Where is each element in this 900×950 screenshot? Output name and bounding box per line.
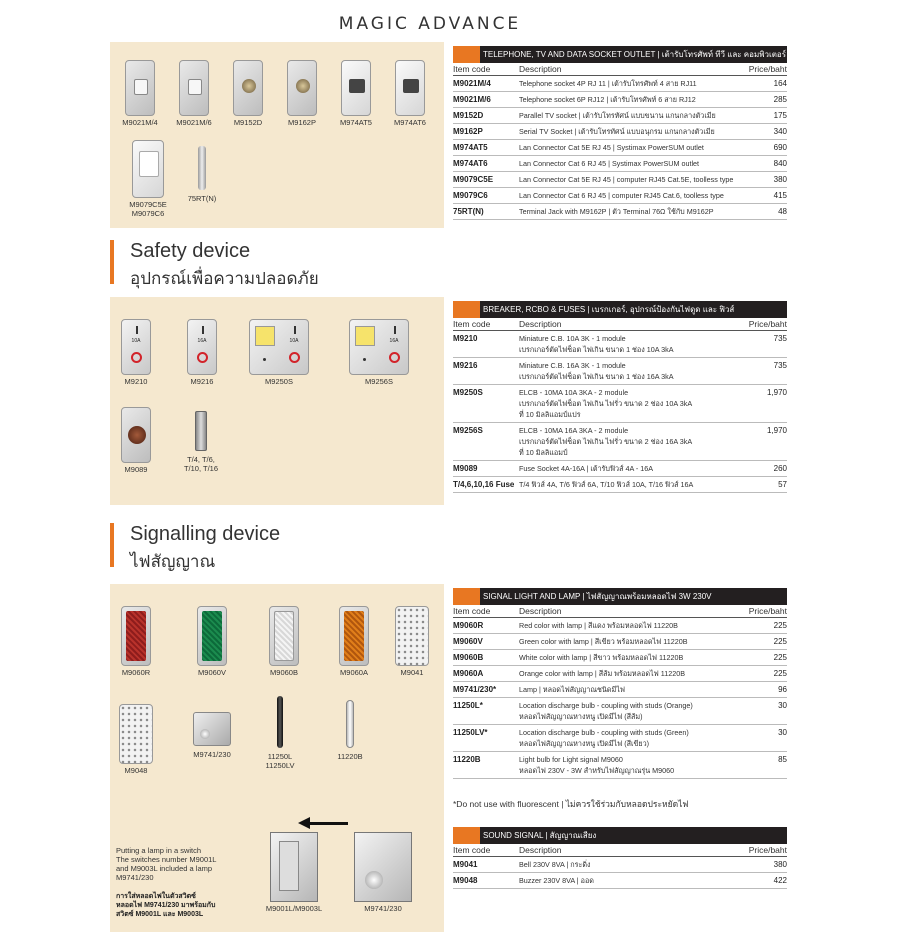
item-description: Miniature C.B. 16A 3K - 1 module เบรกเกอร์ตัดไฟช็อต ไฟเกิน ขนาด 1 ช่อง 16A 3kA <box>519 361 674 381</box>
lamp-tip-th: การใส่หลอดไฟในตัวสวิตซ์ หลอดไฟ M9741/230 มาพร้อมกับ สวิตซ์ M9001L และ M9003L <box>116 893 216 918</box>
item-price: 422 <box>773 876 787 885</box>
item-code: M9216 <box>453 361 478 370</box>
item-description: Green color with lamp | สีเขียว พร้อมหลอดไฟ 11220B <box>519 637 688 646</box>
item-price: 85 <box>778 755 787 764</box>
item-description: Miniature C.B. 10A 3K - 1 module เบรกเกอร์ตัดไฟช็อต ไฟเกิน ขนาด 1 ช่อง 10A 3kA <box>519 334 674 354</box>
product-M9060V: M9060V <box>192 606 232 677</box>
item-code: M9089 <box>453 464 478 473</box>
item-code: M9060B <box>453 653 484 662</box>
item-price: 225 <box>773 637 787 646</box>
product-M9041: M9041 <box>392 606 432 677</box>
product-M9210: 10A M9210 <box>116 319 156 386</box>
item-price: 690 <box>773 143 787 152</box>
item-description: Telephone socket 6P RJ12 | เต้ารับโทรศัพท์ 6 สาย RJ12 <box>519 95 696 104</box>
item-description: Red color with lamp | สีแดง พร้อมหลอดไฟ 11220B <box>519 621 678 630</box>
item-description: T/4 ฟิวส์ 4A, T/6 ฟิวส์ 6A, T/10 ฟิวส์ 10A, T/16 ฟิวส์ 16A <box>519 480 694 489</box>
table-row <box>453 76 787 92</box>
table-row <box>453 873 787 889</box>
item-price: 225 <box>773 653 787 662</box>
item-code: M9210 <box>453 334 478 343</box>
item-code: M9162P <box>453 127 483 136</box>
table-row <box>453 124 787 140</box>
item-description: Lan Connector Cat 6 RJ 45 | Systimax PowerSUM outlet <box>519 159 700 168</box>
item-description: Bell 230V 8VA | กระดิ่ง <box>519 860 591 869</box>
item-price: 30 <box>778 728 787 737</box>
item-code: M9152D <box>453 111 484 120</box>
item-code: 11250LV* <box>453 728 488 737</box>
item-price: 48 <box>778 207 787 216</box>
item-price: 30 <box>778 701 787 710</box>
table-row <box>453 172 787 188</box>
table-row <box>453 752 787 779</box>
product-M9048: M9048 <box>116 704 156 775</box>
telephone-product-panel <box>110 42 444 228</box>
item-code: M9060V <box>453 637 483 646</box>
product-M974AT5: M974AT5 <box>334 60 378 127</box>
item-description: White color with lamp | สีขาว พร้อมหลอดไฟ 11220B <box>519 653 684 662</box>
table-row <box>453 358 787 385</box>
item-description: Telephone socket 4P RJ 11 | เต้ารับโทรศัพท์ 4 สาย RJ11 <box>519 79 697 88</box>
product-M9089: M9089 <box>116 407 156 474</box>
item-code: M9021M/6 <box>453 95 491 104</box>
telephone-table-header: TELEPHONE, TV AND DATA SOCKET OUTLET | เต้ารับโทรศัพท์ ทีวี และ คอมพิวเตอร์ <box>453 46 787 63</box>
table-row <box>453 666 787 682</box>
item-code: M9079C5E <box>453 175 494 184</box>
brand-title: MAGIC ADVANCE <box>338 14 522 34</box>
table-row <box>453 857 787 873</box>
product-M9021M6: M9021M/6 <box>172 60 216 127</box>
table-row <box>453 725 787 752</box>
item-code: M9079C6 <box>453 191 488 200</box>
item-description: Light bulb for Light signal M9060 หลอดไฟ 230V - 3W สำหรับไฟสัญญาณรุ่น M9060 <box>519 755 675 775</box>
item-code: M9741/230* <box>453 685 497 694</box>
item-description: Fuse Socket 4A-16A | เต้ารับฟิวส์ 4A - 16A <box>519 464 654 473</box>
item-price: 735 <box>773 334 787 343</box>
item-price: 285 <box>773 95 787 104</box>
fluorescent-note: *Do not use with fluorescent | ไม่ควรใช้ร่วมกับหลอดประหยัดไฟ <box>453 799 689 809</box>
signal-table-header: SIGNAL LIGHT AND LAMP | ไฟสัญญาณพร้อมหลอดไฟ 3W 230V <box>453 588 787 605</box>
table-row <box>453 682 787 698</box>
product-M974AT6: M974AT6 <box>388 60 432 127</box>
product-11220B: 11220B <box>328 696 372 761</box>
sound-table: SOUND SIGNAL | สัญญาณเสียง Item code Description Price/baht M9041 Bell 230V 8VA | กระดิ่ง 380 M9048 Buzzer 230V 8VA | ออด 422 <box>453 827 787 889</box>
arrow-head-icon <box>298 817 310 829</box>
telephone-table: TELEPHONE, TV AND DATA SOCKET OUTLET | เต้ารับโทรศัพท์ ทีวี และ คอมพิวเตอร์ Item code Description Price/baht M9021M/4 Telephone socket 4P RJ 11 | เต้ารับโทรศัพท์ 4 สาย RJ11 164 M9021M/6 Telephone socket 6P RJ12 | เต้ารับโทรศัพท์ 6 สาย RJ12 285 M9152D Parallel TV socket | เต้ารับโทรทัศน์ แบบขนาน แกนกลางตัวเมีย 175 M9162P Serial TV Socket | เต้ารับโทรทัศน์ แบบอนุกรม แกนกลางตัวเมีย 340 M974AT5 Lan Connector Cat 5E RJ 45 | Systimax PowerSUM outlet 690 M974AT6 Lan Connector Cat 6 RJ 45 | Systimax PowerSUM outlet 840 M9079C5E Lan Connector Cat 5E RJ 45 | computer RJ45 Cat.5E, toolless type 380 M9079C6 Lan Connector Cat 6 RJ 45 | computer RJ45 Cat.6, toolless type 415 75RT(N) Terminal Jack with M9162P | ตัว Terminal 76Ω ใช้กับ M9162P 48 <box>453 46 787 220</box>
item-code: M9250S <box>453 388 483 397</box>
item-code: T/4,6,10,16 Fuse <box>453 480 515 489</box>
item-price: 840 <box>773 159 787 168</box>
table-row <box>453 634 787 650</box>
item-description: ELCB - 10MA 10A 3KA - 2 module เบรกเกอร์ตัดไฟช็อต ไฟเกิน ไฟรั่ว ขนาด 2 ช่อง 10A 3kA ที่ 10 มิลลิแอมป์แปร <box>519 388 693 419</box>
item-code: M9060A <box>453 669 484 678</box>
item-code: M9021M/4 <box>453 79 491 88</box>
item-price: 340 <box>773 127 787 136</box>
safety-table-header: BREAKER, RCBO & FUSES | เบรกเกอร์, อุปกรณ์ป้องกันไฟดูด และ ฟิวส์ <box>453 301 787 318</box>
item-code: M9256S <box>453 426 483 435</box>
product-M9060R: M9060R <box>116 606 156 677</box>
item-price: 1,970 <box>766 426 787 435</box>
item-description: Lamp | หลอดไฟสัญญาณชนิดมีไฟ <box>519 685 625 694</box>
product-M9741-230-detail: M9741/230 <box>348 832 418 913</box>
product-M9152D: M9152D <box>226 60 270 127</box>
item-description: Lan Connector Cat 5E RJ 45 | computer RJ45 Cat.5E, toolless type <box>519 175 734 184</box>
product-M9741-230: M9741/230 <box>186 712 238 759</box>
product-M9256S: 16A M9256S <box>348 319 410 386</box>
product-11250L: 11250L 11250LV <box>258 696 302 770</box>
table-row <box>453 156 787 172</box>
table-row <box>453 385 787 423</box>
item-description: ELCB - 10MA 16A 3KA - 2 module เบรกเกอร์ตัดไฟช็อต ไฟเกิน ไฟรั่ว ขนาด 2 ช่อง 16A 3kA ที่ 10 มิลลิแอมป์ <box>519 426 693 457</box>
item-code: M974AT6 <box>453 159 488 168</box>
item-code: M9060R <box>453 621 484 630</box>
table-row <box>453 92 787 108</box>
item-price: 380 <box>773 175 787 184</box>
table-row <box>453 108 787 124</box>
table-row <box>453 140 787 156</box>
signal-table: SIGNAL LIGHT AND LAMP | ไฟสัญญาณพร้อมหลอดไฟ 3W 230V Item code Description Price/baht M9060R Red color with lamp | สีแดง พร้อมหลอดไฟ 11220B 225 M9060V Green color with lamp | สีเขียว พร้อมหลอดไฟ 11220B 225 M9060B White color with lamp | สีขาว พร้อมหลอดไฟ 11220B 225 M9060A Orange color with lamp | สีส้ม พร้อมหลอดไฟ 11220B 225 M9741/230* Lamp | หลอดไฟสัญญาณชนิดมีไฟ 96 11250L* Location discharge bulb - coupling with studs (Orange) หลอดไฟสัญญาณหางหนู เปิดมีไฟ (สีส้ม) 30 11250LV* Location discharge bulb - coupling with studs (Green) หลอดไฟสัญญาณหางหนู เปิดมีไฟ (สีเขียว) 30 11220B Light bulb for Light signal M9060 หลอดไฟ 230V - 3W สำหรับไฟสัญญาณรุ่น M9060 85 <box>453 588 787 779</box>
table-row <box>453 618 787 634</box>
item-description: Serial TV Socket | เต้ารับโทรทัศน์ แบบอนุกรม แกนกลางตัวเมีย <box>519 127 715 136</box>
item-code: M974AT5 <box>453 143 488 152</box>
item-description: Buzzer 230V 8VA | ออด <box>519 876 594 885</box>
table-row <box>453 698 787 725</box>
lamp-tip-en: Putting a lamp in a switch The switches number M9001L and M9003L included a lamp M9741/230 <box>116 846 217 882</box>
product-M9060B: M9060B <box>264 606 304 677</box>
item-description: Parallel TV socket | เต้ารับโทรทัศน์ แบบขนาน แกนกลางตัวเมีย <box>519 111 716 120</box>
item-description: Terminal Jack with M9162P | ตัว Terminal 76Ω ใช้กับ M9162P <box>519 207 714 216</box>
table-row <box>453 477 787 493</box>
item-price: 57 <box>778 480 787 489</box>
item-code: M9048 <box>453 876 478 885</box>
sound-table-header: SOUND SIGNAL | สัญญาณเสียง <box>453 827 787 844</box>
product-75RTN: 75RT(N) <box>182 146 222 203</box>
item-description: Orange color with lamp | สีส้ม พร้อมหลอดไฟ 11220B <box>519 669 685 678</box>
item-code: 11250L* <box>453 701 483 710</box>
product-M9250S: 10A M9250S <box>248 319 310 386</box>
table-row <box>453 650 787 666</box>
item-description: Location discharge bulb - coupling with studs (Orange) หลอดไฟสัญญาณหางหนู เปิดมีไฟ (สีส้ม) <box>519 701 693 721</box>
item-code: 75RT(N) <box>453 207 484 216</box>
item-price: 415 <box>773 191 787 200</box>
safety-table: BREAKER, RCBO & FUSES | เบรกเกอร์, อุปกรณ์ป้องกันไฟดูด และ ฟิวส์ Item code Description Price/baht M9210 Miniature C.B. 10A 3K - 1 module เบรกเกอร์ตัดไฟช็อต ไฟเกิน ขนาด 1 ช่อง 10A 3kA 735 M9216 Miniature C.B. 16A 3K - 1 module เบรกเกอร์ตัดไฟช็อต ไฟเกิน ขนาด 1 ช่อง 16A 3kA 735 M9250S ELCB - 10MA 10A 3KA - 2 module เบรกเกอร์ตัดไฟช็อต ไฟเกิน ไฟรั่ว ขนาด 2 ช่อง 10A 3kA ที่ 10 มิลลิแอมป์แปร 1,970 M9256S ELCB - 10MA 16A 3KA - 2 module เบรกเกอร์ตัดไฟช็อต ไฟเกิน ไฟรั่ว ขนาด 2 ช่อง 16A 3kA ที่ 10 มิลลิแอมป์ 1,970 M9089 Fuse Socket 4A-16A | เต้ารับฟิวส์ 4A - 16A 260 T/4,6,10,16 Fuse T/4 ฟิวส์ 4A, T/6 ฟิวส์ 6A, T/10 ฟิวส์ 10A, T/16 ฟิวส์ 16A 57 <box>453 301 787 493</box>
safety-product-panel <box>110 297 444 505</box>
product-M9216: 16A M9216 <box>182 319 222 386</box>
arrow-icon <box>308 822 348 825</box>
item-description: Lan Connector Cat 6 RJ 45 | computer RJ45 Cat.6, toolless type <box>519 191 724 200</box>
table-row <box>453 204 787 220</box>
table-row <box>453 331 787 358</box>
product-M9079C5E: M9079C5E M9079C6 <box>124 140 172 218</box>
product-M9162P: M9162P <box>280 60 324 127</box>
item-price: 96 <box>778 685 787 694</box>
item-price: 260 <box>773 464 787 473</box>
item-code: 11220B <box>453 755 481 764</box>
item-price: 225 <box>773 669 787 678</box>
item-price: 1,970 <box>766 388 787 397</box>
item-description: Lan Connector Cat 5E RJ 45 | Systimax PowerSUM outlet <box>519 143 704 152</box>
table-row <box>453 188 787 204</box>
product-M9021M4: M9021M/4 <box>118 60 162 127</box>
item-price: 735 <box>773 361 787 370</box>
table-row <box>453 423 787 461</box>
item-code: M9041 <box>453 860 478 869</box>
item-description: Location discharge bulb - coupling with studs (Green) หลอดไฟสัญญาณหางหนู เปิดมีไฟ (สีเขียว) <box>519 728 689 748</box>
item-price: 225 <box>773 621 787 630</box>
item-price: 175 <box>773 111 787 120</box>
product-fuse: T/4, T/6, T/10, T/16 <box>178 407 224 473</box>
item-price: 380 <box>773 860 787 869</box>
product-M9001L: M9001L/M9003L <box>264 832 324 913</box>
product-M9060A: M9060A <box>334 606 374 677</box>
table-row <box>453 461 787 477</box>
item-price: 164 <box>773 79 787 88</box>
